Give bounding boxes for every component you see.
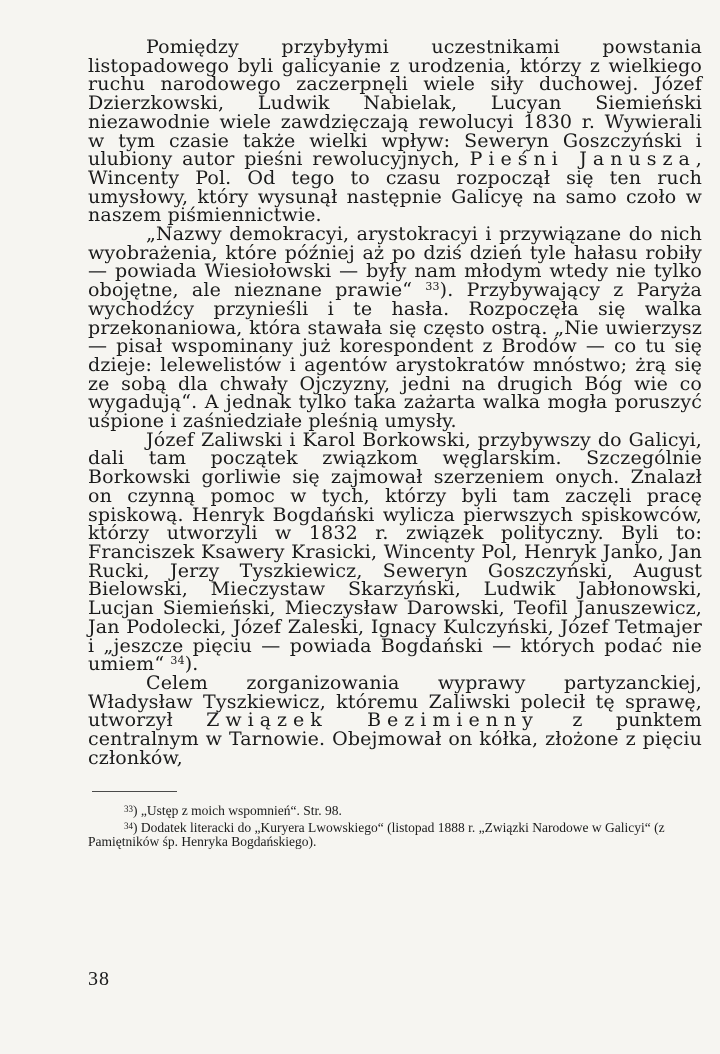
- footnotes: [88, 802, 702, 849]
- footnote-divider: [92, 791, 177, 792]
- paragraph-1-tail: , Wincenty Pol. Od tego to czasu rozpoczął się ten ruch umysłowy, który wysunął następnie Galicyę na samo czoło w naszem piśmiennictwie.: [88, 148, 702, 227]
- page-number: 38: [88, 968, 110, 990]
- footnote-33: [88, 802, 702, 818]
- footnote-mark: 34: [124, 821, 133, 832]
- spaced-title-zwiazek-bezimienny: Związek Bezimienny: [206, 709, 539, 732]
- footnote-text: ) Dodatek literacki do „Kuryera Lwowskiego“ (listopad 1888 r. „Związki Narodowe w Galicyi“ (z Pamiętników śp. Henryka Bogdańskiego).: [88, 820, 665, 850]
- footnote-34: [88, 819, 702, 849]
- footnote-ref-34: 34: [170, 654, 185, 668]
- paragraph-2-tail: ). Przybywający z Paryża wychodźcy przynieśli i te hasła. Rozpoczęła się walka przekonaniowa, która stawała się często ostrą. „Nie uwierzysz — pisał wspominany już korespondent z Brodów — co tu się dzieje: lelewelistów i agentów arystokratów mnóstwo; żrą się ze sobą dla chwały Ojczyzny, jedni na drugich Bóg wie co wygadują“. A jednak tylko taka zażarta walka mogła poruszyć uśpione i zaśniedziałe pleśnią umysły.: [88, 279, 702, 433]
- paragraph-4-text: Celem zorganizowania wyprawy partyzanckiej, Władysław Tyszkiewicz, któremu Zaliwski polecił tę sprawę, utworzył: [88, 671, 702, 732]
- paragraph-3-tail: ).: [184, 653, 199, 676]
- paragraph-1: [88, 38, 702, 225]
- paragraph-2-text: „Nazwy demokracyi, arystokracyi i przywiązane do nich wyobrażenia, które później aż po dziś dzień tyle hałasu robiły — powiada Wiesiołowski — były nam młodym wtedy nie tylko obojętne, ale nieznane prawie“: [88, 223, 702, 302]
- page-body: [88, 38, 702, 767]
- paragraph-2: [88, 225, 702, 431]
- paragraph-1-text: Pomiędzy przybyłymi uczestnikami powstania listopadowego byli galicyanie z urodzenia, którzy z wielkiego ruchu narodowego zaczerpnęli wiele siły duchowej. Józef Dzierzkowski, Ludwik Nabielak, Lucyan Siemieński niezawodnie wiele zawdzięczają rewolucyi 1830 r. Wywierali w tym czasie także wielki wpływ: Seweryn Goszczyński i ulubiony autor pieśni rewolucyjnych,: [88, 36, 702, 171]
- paragraph-3-text: Józef Zaliwski i Karol Borkowski, przybywszy do Galicyi, dali tam początek związkom węglarskim. Szczególnie Borkowski gorliwie się zajmował szerzeniem onych. Znalazł on czynną pomoc w tych, którzy byli tam zaczęli pracę spiskową. Henryk Bogdański wylicza pierwszych spiskowców, którzy utworzyli w 1832 r. związek polityczny. Byli to: Franciszek Ksawery Krasicki, Wincenty Pol, Henryk Janko, Jan Rucki, Jerzy Tyszkiewicz, Seweryn Goszczyński, August Bielowski, Mieczystaw Skarzyński, Ludwik Jabłonowski, Lucjan Siemieński, Mieczysław Darowski, Teofil Januszewicz, Jan Podolecki, Józef Zaleski, Ignacy Kulczyński, Józef Tetmajer i „jeszcze pięciu — powiada Bogdański — których podać nie umiem“: [88, 428, 702, 676]
- paragraph-4: [88, 671, 702, 769]
- spaced-title-piesni-janusza: Pieśni Janusza: [469, 148, 696, 171]
- footnote-ref-33: 33: [425, 280, 440, 294]
- paragraph-4-tail: z punktem centralnym w Tarnowie. Obejmował on kółka, złożone z pięciu członków,: [88, 709, 702, 769]
- footnote-text: ) „Ustęp z moich wspomnień“. Str. 98.: [133, 803, 342, 819]
- paragraph-3: [88, 428, 702, 676]
- footnote-mark: 33: [124, 804, 133, 815]
